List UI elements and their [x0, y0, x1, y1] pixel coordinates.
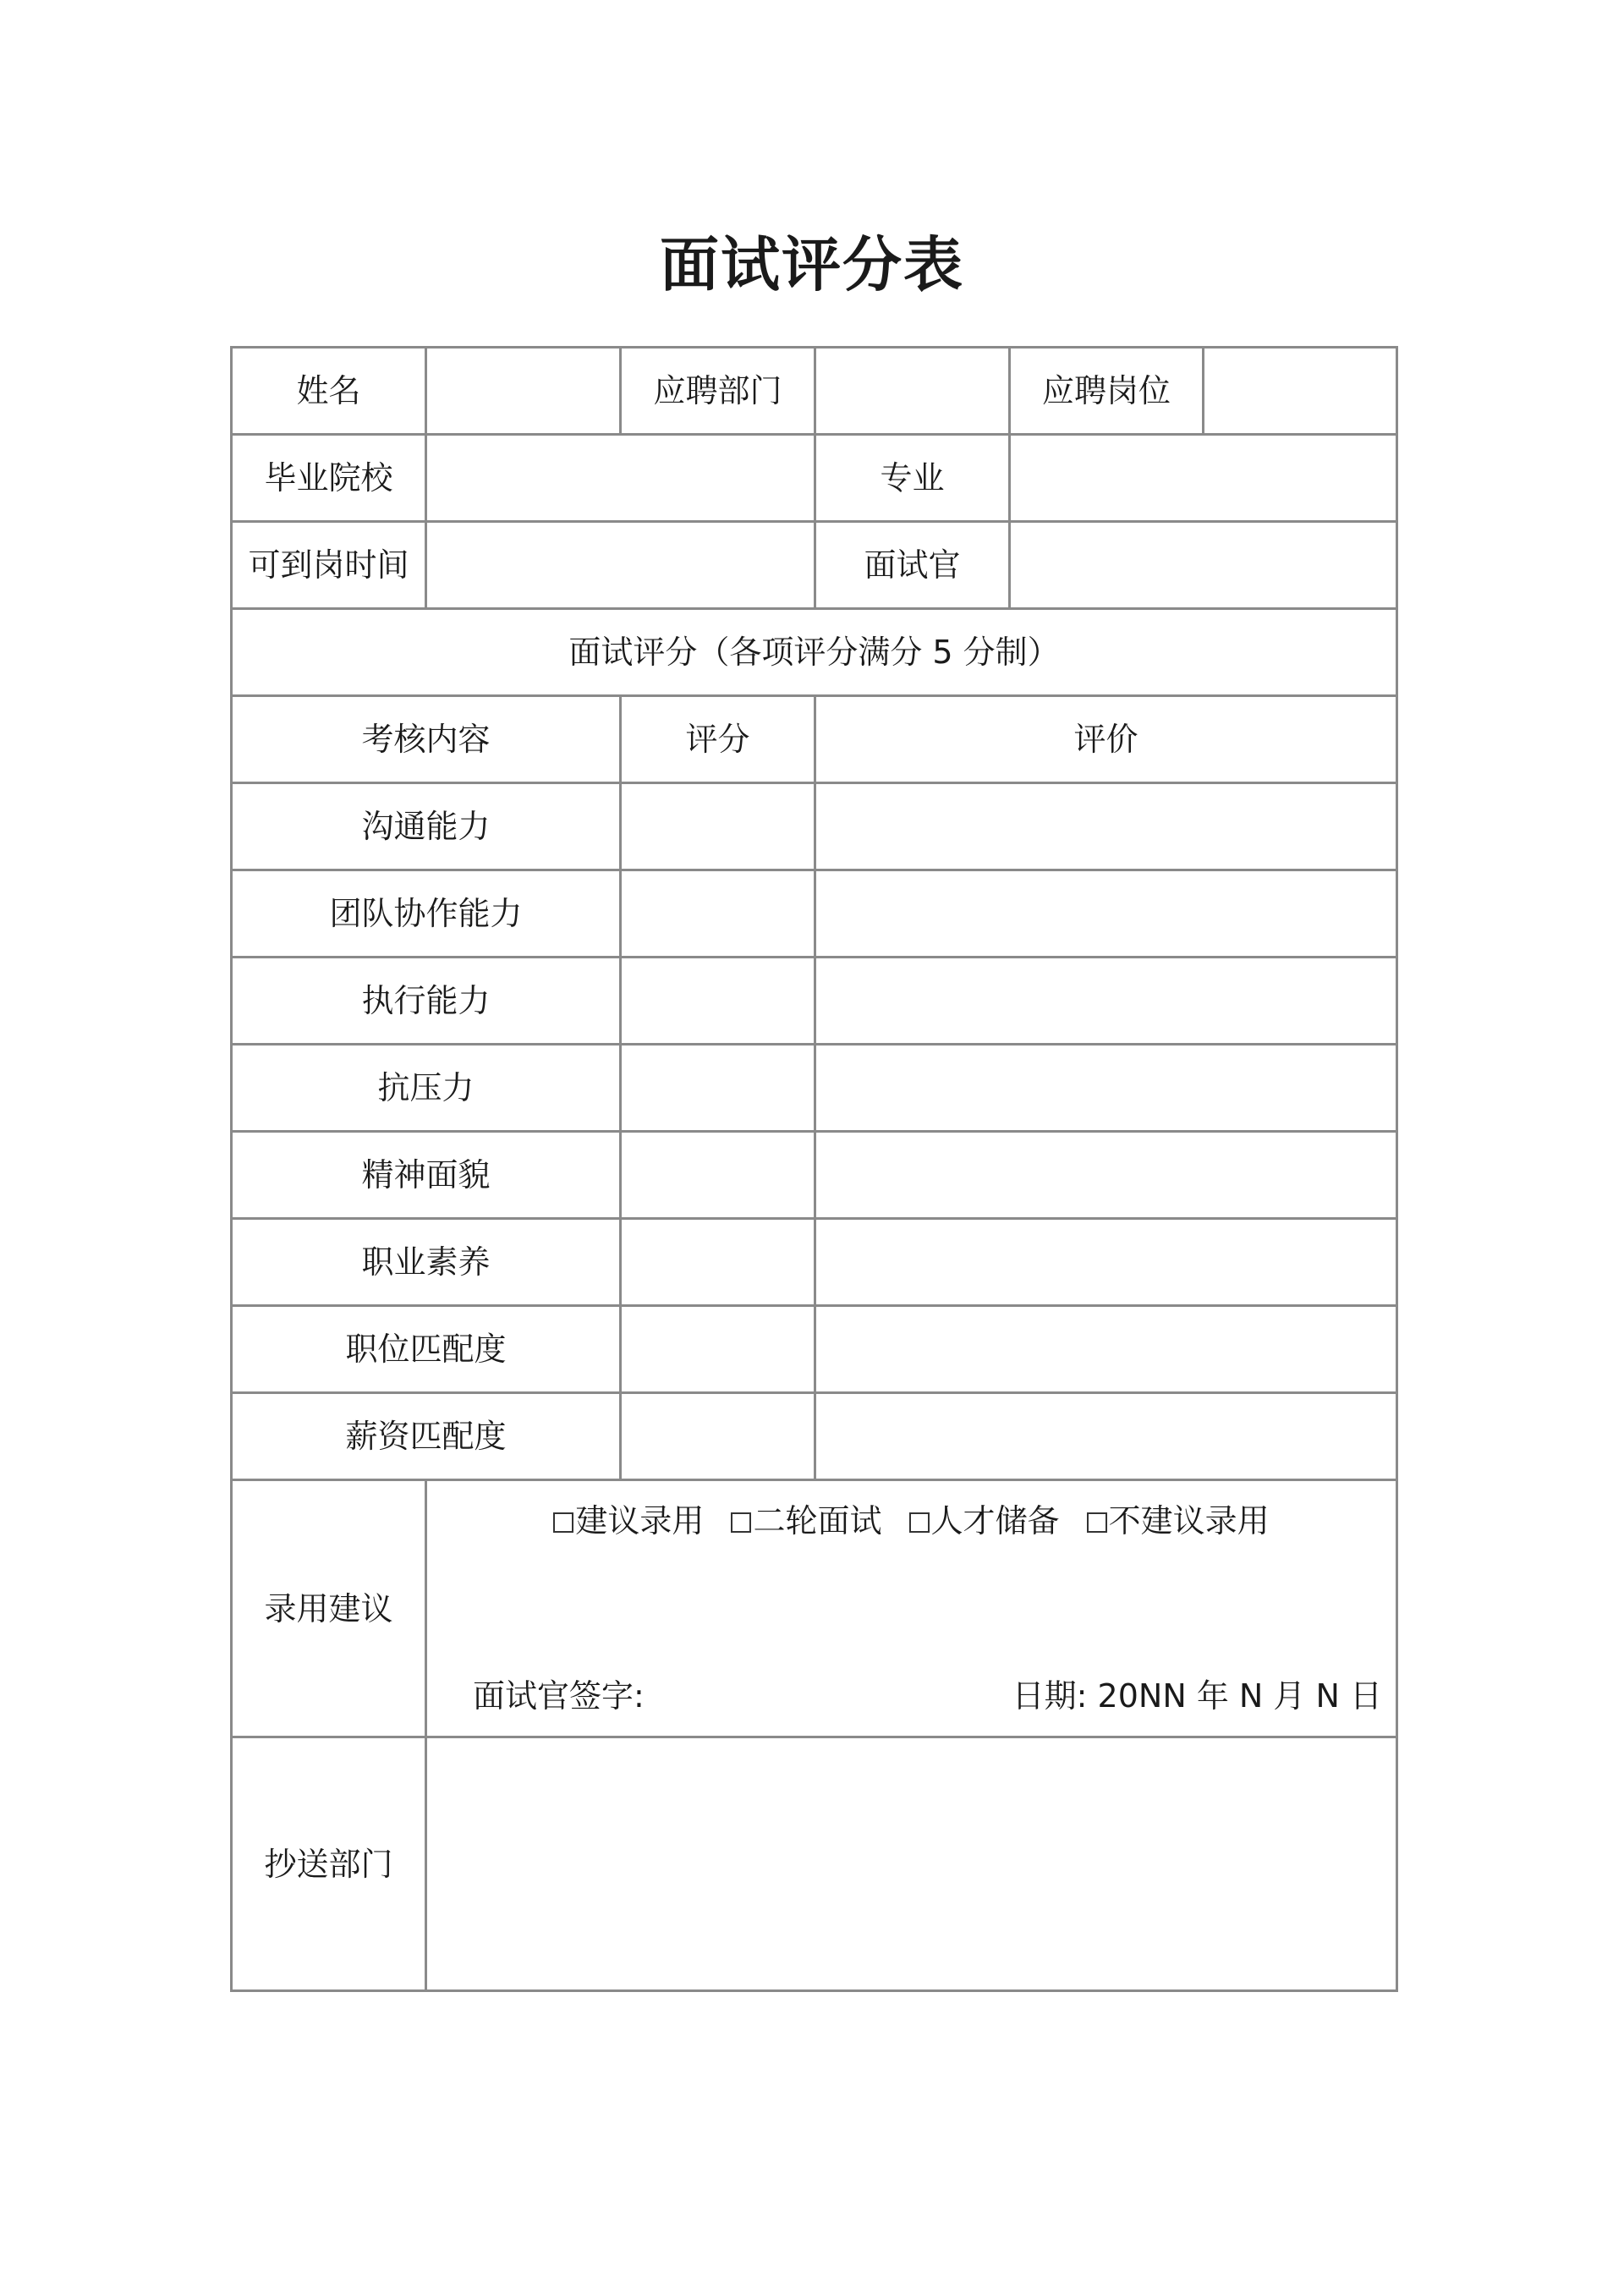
basic-info-row [232, 348, 1397, 435]
checkbox-icon[interactable] [553, 1512, 573, 1533]
score-row [232, 870, 1397, 958]
recommendation-cell [426, 1480, 1397, 1737]
score-field[interactable] [621, 1219, 815, 1306]
score-field[interactable] [621, 783, 815, 870]
name-field[interactable] [426, 348, 621, 435]
name-label: 姓名 [232, 348, 426, 435]
checkbox-icon[interactable] [731, 1512, 751, 1533]
recommendation-label: 录用建议 [232, 1480, 426, 1737]
interviewer-label: 面试官 [815, 522, 1010, 609]
option-label: 二轮面试 [753, 1502, 882, 1539]
page-title: 面试评分表 [660, 230, 964, 299]
date-text: 日期: 20NN 年 N 月 N 日 [1012, 1677, 1382, 1715]
item-label: 精神面貌 [232, 1132, 621, 1219]
option-second-round[interactable] [731, 1502, 881, 1539]
school-field[interactable] [426, 435, 815, 522]
scoring-section-row [232, 609, 1397, 696]
score-field[interactable] [621, 958, 815, 1045]
scoring-section-title: 面试评分（各项评分满分 5 分制） [232, 609, 1397, 696]
dept-label: 应聘部门 [621, 348, 815, 435]
score-row [232, 1132, 1397, 1219]
option-label: 不建议录用 [1108, 1502, 1270, 1539]
score-field[interactable] [621, 870, 815, 958]
score-field[interactable] [621, 1132, 815, 1219]
recommendation-row [232, 1480, 1397, 1737]
major-field[interactable] [1010, 435, 1397, 522]
score-field[interactable] [621, 1393, 815, 1480]
cc-row [232, 1737, 1397, 1991]
score-row [232, 1393, 1397, 1480]
dept-field[interactable] [815, 348, 1010, 435]
score-row [232, 958, 1397, 1045]
score-row [232, 1306, 1397, 1393]
cc-label: 抄送部门 [232, 1737, 426, 1991]
comment-field[interactable] [815, 870, 1397, 958]
comment-field[interactable] [815, 1132, 1397, 1219]
score-row [232, 1219, 1397, 1306]
col-comment-header: 评价 [815, 696, 1397, 783]
col-score-header: 评分 [621, 696, 815, 783]
item-label: 执行能力 [232, 958, 621, 1045]
item-label: 团队协作能力 [232, 870, 621, 958]
recommendation-options [427, 1501, 1396, 1540]
score-field[interactable] [621, 1306, 815, 1393]
scoring-header-row [232, 696, 1397, 783]
comment-field[interactable] [815, 1306, 1397, 1393]
education-row [232, 435, 1397, 522]
option-label: 建议录用 [575, 1502, 705, 1539]
comment-field[interactable] [815, 958, 1397, 1045]
comment-field[interactable] [815, 1045, 1397, 1132]
checkbox-icon[interactable] [1087, 1512, 1107, 1533]
item-label: 职业素养 [232, 1219, 621, 1306]
school-label: 毕业院校 [232, 435, 426, 522]
comment-field[interactable] [815, 783, 1397, 870]
cc-field[interactable] [426, 1737, 1397, 1991]
interviewer-field[interactable] [1010, 522, 1397, 609]
checkbox-icon[interactable] [909, 1512, 930, 1533]
option-recommend-hire[interactable] [553, 1502, 704, 1539]
start-field[interactable] [426, 522, 815, 609]
availability-row [232, 522, 1397, 609]
score-row [232, 1045, 1397, 1132]
option-talent-pool[interactable] [909, 1502, 1060, 1539]
signature-label: 面试官签字: [473, 1677, 645, 1715]
item-label: 沟通能力 [232, 783, 621, 870]
score-row [232, 783, 1397, 870]
major-label: 专业 [815, 435, 1010, 522]
option-not-recommend[interactable] [1087, 1502, 1270, 1539]
interview-score-table [230, 346, 1398, 1992]
comment-field[interactable] [815, 1393, 1397, 1480]
score-field[interactable] [621, 1045, 815, 1132]
item-label: 抗压力 [232, 1045, 621, 1132]
item-label: 薪资匹配度 [232, 1393, 621, 1480]
col-content-header: 考核内容 [232, 696, 621, 783]
option-label: 人才储备 [930, 1502, 1060, 1539]
item-label: 职位匹配度 [232, 1306, 621, 1393]
start-label: 可到岗时间 [232, 522, 426, 609]
position-field[interactable] [1204, 348, 1397, 435]
position-label: 应聘岗位 [1010, 348, 1204, 435]
comment-field[interactable] [815, 1219, 1397, 1306]
